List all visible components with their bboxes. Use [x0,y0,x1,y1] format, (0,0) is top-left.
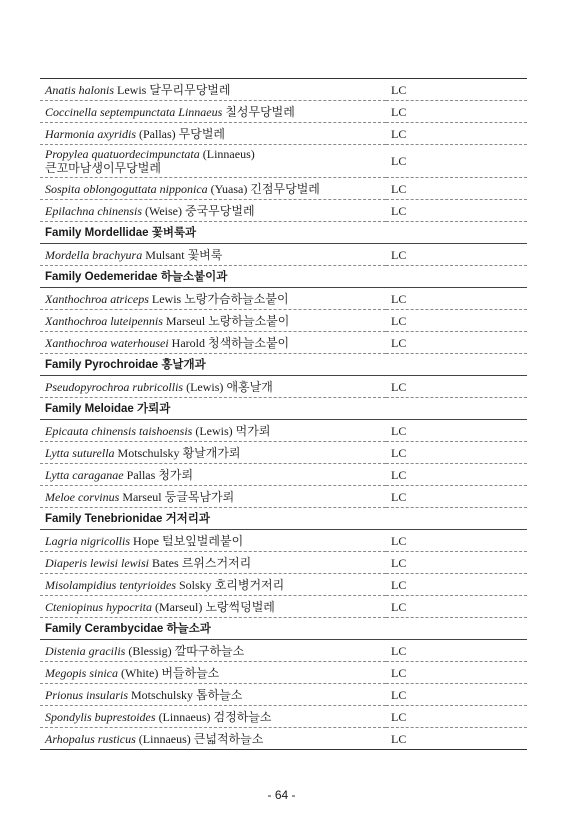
korean-common-name: 칠성무당벌레 [225,104,295,119]
species-row [40,640,527,662]
conservation-status: LC [386,684,527,706]
conservation-status: LC [386,530,527,552]
author-name: Pallas [126,467,156,482]
author-name: (Linnaeus) [158,709,211,724]
conservation-status: LC [386,288,527,310]
conservation-status: LC [386,640,527,662]
author-name: (Pallas) [139,126,176,141]
scientific-name: Epicauta chinensis taishoensis [45,423,193,438]
author-name: Marseul [122,489,162,504]
family-header-row [40,618,527,640]
species-name-cell [40,288,386,310]
korean-common-name: 황날개가뢰 [182,445,241,460]
scientific-name: Arhopalus rusticus [45,731,136,746]
author-name: Lewis [117,82,147,97]
scientific-name: Misolampidius tentyrioides [45,577,176,592]
korean-common-name: 큰넓적하늘소 [193,731,264,746]
korean-common-name: 톱하늘소 [196,687,243,702]
scientific-name: Lytta caraganae [45,467,124,482]
species-table-body [40,79,527,750]
korean-common-name: 꽃벼룩 [187,247,223,262]
korean-common-name: 중국무당벌레 [185,203,255,218]
author-name: Hope [133,533,160,548]
species-row [40,244,527,266]
species-name-cell [40,442,386,464]
korean-common-name: 노랑가슴하늘소붙이 [184,291,289,306]
family-label: Family Pyrochroidae 홍날개과 [40,354,527,376]
species-name-cell [40,79,386,101]
korean-common-name: 털보잎벌레붙이 [162,533,244,548]
conservation-status: LC [386,376,527,398]
species-name-cell [40,123,386,145]
conservation-status: LC [386,101,527,123]
author-name: (Marseul) [155,599,203,614]
species-row [40,288,527,310]
korean-common-name: 버들하늘소 [161,665,220,680]
korean-common-name: 노랑하늘소붙이 [208,313,290,328]
conservation-status: LC [386,332,527,354]
author-name: Solsky [179,577,212,592]
species-name-cell [40,464,386,486]
author-name: Lewis [151,291,182,306]
scientific-name: Xanthochroa waterhousei [45,335,169,350]
author-name: (Blessig) [128,643,172,658]
conservation-status: LC [386,662,527,684]
species-row [40,486,527,508]
scientific-name: Meloe corvinus [45,489,120,504]
family-label: Family Mordellidae 꽃벼룩과 [40,222,527,244]
species-row [40,200,527,222]
korean-common-name: 르위스거저리 [181,555,252,570]
korean-common-name: 긴점무당벌레 [250,181,320,196]
conservation-status: LC [386,145,527,178]
conservation-status: LC [386,79,527,101]
author-name: (White) [121,665,159,680]
species-name-cell [40,596,386,618]
korean-common-name: 깔따구하늘소 [174,643,245,658]
author-name: (Weise) [144,203,182,218]
scientific-name: Distenia gracilis [45,643,126,658]
scientific-name: Harmonia axyridis [45,126,136,141]
conservation-status: LC [386,728,527,750]
scientific-name: Propylea quatuordecimpunctata [45,147,200,161]
species-name-cell [40,706,386,728]
author-name: Mulsant [145,247,185,262]
korean-common-name: 큰꼬마남생이무당벌레 [45,161,161,175]
korean-common-name: 무당벌레 [178,126,226,141]
conservation-status: LC [386,596,527,618]
species-row [40,552,527,574]
author-name: Motschulsky [117,445,180,460]
species-name-cell [40,728,386,750]
author-name: Motschulsky [131,687,194,702]
korean-common-name: 애홍날개 [226,379,273,394]
scientific-name: Epilachna chinensis [45,203,142,218]
species-name-cell [40,662,386,684]
species-name-cell [40,200,386,222]
korean-common-name: 둥글목남가뢰 [164,489,235,504]
family-label: Family Oedemeridae 하늘소붙이과 [40,266,527,288]
species-row [40,684,527,706]
conservation-status: LC [386,178,527,200]
species-row [40,376,527,398]
species-row [40,79,527,101]
species-name-cell [40,178,386,200]
author-name: (Linnaeus) [202,147,255,161]
family-header-row [40,354,527,376]
species-name-cell [40,420,386,442]
scientific-name: Xanthochroa atriceps [45,291,149,306]
author-name: (Lewis) [195,423,233,438]
scientific-name: Mordella brachyura [45,247,143,262]
family-header-row [40,398,527,420]
family-header-row [40,222,527,244]
species-name-cell [40,530,386,552]
species-row [40,728,527,750]
species-name-cell [40,486,386,508]
korean-common-name: 호리병거저리 [214,577,285,592]
species-row [40,706,527,728]
author-name: (Yuasa) [210,181,248,196]
scientific-name: Cteniopinus hypocrita [45,599,152,614]
conservation-status: LC [386,574,527,596]
conservation-status: LC [386,464,527,486]
conservation-status: LC [386,420,527,442]
conservation-status: LC [386,552,527,574]
scientific-name: Lytta suturella [45,445,115,460]
conservation-status: LC [386,310,527,332]
species-table [40,78,527,750]
korean-common-name: 먹가뢰 [235,423,271,438]
conservation-status: LC [386,244,527,266]
author-name: Bates [152,555,179,570]
scientific-name: Prionus insularis [45,687,129,702]
species-row [40,310,527,332]
species-row [40,178,527,200]
author-name: Marseul [165,313,206,328]
author-name: (Linnaeus) [138,731,191,746]
family-header-row [40,508,527,530]
scientific-name: Sospita oblongoguttata nipponica [45,181,208,196]
scientific-name: Megopis sinica [45,665,118,680]
conservation-status: LC [386,486,527,508]
species-row [40,123,527,145]
author-name: (Lewis) [186,379,224,394]
species-row [40,332,527,354]
species-row [40,662,527,684]
species-name-cell [40,552,386,574]
species-name-cell [40,640,386,662]
species-row [40,530,527,552]
korean-common-name: 노랑썩덩벌레 [205,599,275,614]
conservation-status: LC [386,442,527,464]
species-name-cell [40,574,386,596]
species-row [40,420,527,442]
korean-common-name: 검정하늘소 [213,709,272,724]
scientific-name: Lagria nigricollis [45,533,131,548]
family-header-row [40,266,527,288]
species-name-cell [40,310,386,332]
korean-common-name: 달무리무당벌레 [149,82,231,97]
species-name-cell [40,101,386,123]
species-row [40,145,527,178]
species-name-cell [40,332,386,354]
species-row [40,442,527,464]
scientific-name: Coccinella septempunctata Linnaeus [45,104,223,119]
species-row [40,574,527,596]
species-row [40,464,527,486]
korean-common-name: 청가뢰 [158,467,194,482]
conservation-status: LC [386,123,527,145]
family-label: Family Cerambycidae 하늘소과 [40,618,527,640]
species-name-cell [40,376,386,398]
species-name-cell [40,684,386,706]
scientific-name: Spondylis buprestoides [45,709,156,724]
family-label: Family Meloidae 가뢰과 [40,398,527,420]
korean-common-name: 청색하늘소붙이 [208,335,290,350]
scientific-name: Pseudopyrochroa rubricollis [45,379,184,394]
species-name-cell [40,244,386,266]
species-row [40,596,527,618]
conservation-status: LC [386,706,527,728]
species-name-cell [40,145,386,178]
author-name: Harold [171,335,205,350]
page-number: - 64 - [267,788,296,802]
family-label: Family Tenebrionidae 거저리과 [40,508,527,530]
scientific-name: Anatis halonis [45,82,115,97]
scientific-name: Diaperis lewisi lewisi [45,555,150,570]
conservation-status: LC [386,200,527,222]
species-row [40,101,527,123]
scientific-name: Xanthochroa luteipennis [45,313,163,328]
